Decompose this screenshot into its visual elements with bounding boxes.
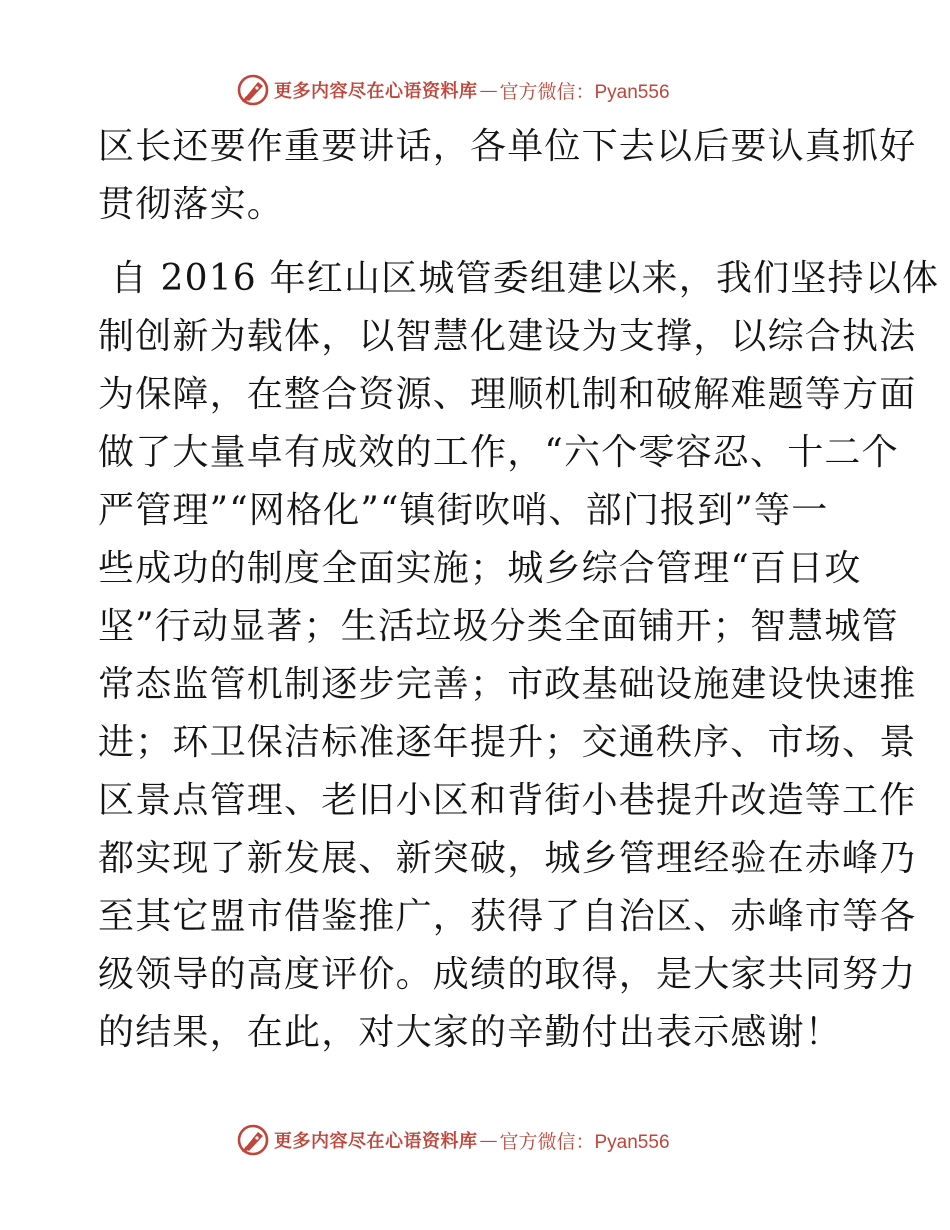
- text-line: 级领导的高度评价。成绩的取得，是大家共同努力: [98, 954, 917, 995]
- banner-wechat-text: 官方微信：Pyan556: [499, 81, 670, 103]
- text-line: 都实现了新发展、新突破，城乡管理经验在赤峰乃: [98, 838, 917, 879]
- banner-site-text: 更多内容尽在心语资料库: [274, 1131, 478, 1152]
- text-line: 进；环卫保洁标准逐年提升；交通秩序、市场、景: [98, 722, 917, 763]
- banner-wechat-text: 官方微信：Pyan556: [499, 1131, 670, 1153]
- text-line: 贯彻落实。: [98, 184, 285, 225]
- banner-site-text: 更多内容尽在心语资料库: [274, 81, 478, 102]
- text-line: 坚”行动显著；生活垃圾分类全面铺开；智慧城管: [98, 606, 899, 647]
- text-line: 自 2016 年红山区城管委组建以来，我们坚持以体: [98, 258, 940, 299]
- text-line: 至其它盟市借鉴推广，获得了自治区、赤峰市等各: [98, 896, 917, 937]
- pen-nib-circle-icon: [236, 73, 270, 107]
- text-line: 常态监管机制逐步完善；市政基础设施建设快速推: [98, 664, 917, 705]
- banner-separator: —: [479, 79, 498, 101]
- paragraph-1: [98, 118, 917, 234]
- document-body: [98, 118, 940, 1062]
- banner-separator: —: [479, 1129, 498, 1151]
- text-line: 些成功的制度全面实施；城乡综合管理“百日攻: [98, 548, 862, 589]
- header-banner: [236, 72, 670, 108]
- text-line: 为保障，在整合资源、理顺机制和破解难题等方面: [98, 374, 917, 415]
- pen-nib-circle-icon: [236, 1123, 270, 1157]
- footer-banner: [236, 1122, 670, 1158]
- paragraph-2: [98, 250, 940, 1062]
- text-line: 做了大量卓有成效的工作，“六个零容忍、十二个: [98, 432, 899, 473]
- text-line: 制创新为载体，以智慧化建设为支撑，以综合执法: [98, 316, 917, 357]
- text-line: 区长还要作重要讲话，各单位下去以后要认真抓好: [98, 126, 917, 167]
- text-line: 严管理”“网格化”“镇街吹哨、部门报到”等一: [98, 490, 829, 531]
- text-line: 区景点管理、老旧小区和背街小巷提升改造等工作: [98, 780, 917, 821]
- text-line: 的结果，在此，对大家的辛勤付出表示感谢！: [98, 1012, 843, 1053]
